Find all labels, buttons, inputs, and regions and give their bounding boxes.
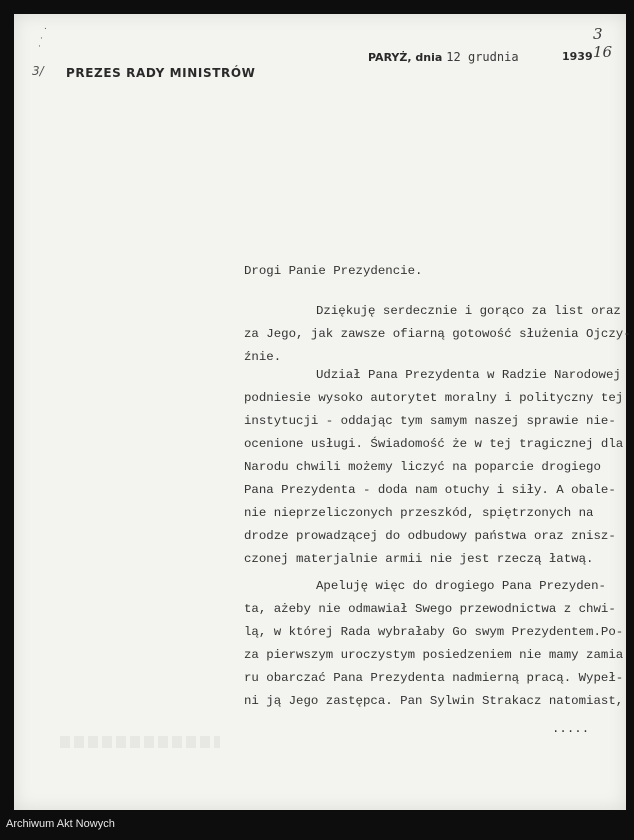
folio-number xyxy=(593,26,612,60)
body-line: ta, ażeby nie odmawiał Swego przewodnictwa z chwi- xyxy=(244,602,616,616)
body-line: Narodu chwili możemy liczyć na poparcie drogiego xyxy=(244,460,601,474)
body-line: źnie. xyxy=(244,350,282,364)
salutation: Drogi Panie Prezydencie. xyxy=(244,264,423,278)
letterhead-title: PREZES RADY MINISTRÓW xyxy=(66,66,256,80)
folio-top: 3 xyxy=(593,25,603,43)
folio-bottom: 16 xyxy=(593,43,613,61)
body-line: podniesie wysoko autorytet moralny i polityczny tej xyxy=(244,391,624,405)
bleed-through-texture xyxy=(60,736,220,748)
margin-mark: · xyxy=(38,42,41,52)
body-line: ocenione usługi. Świadomość że w tej tragicznej dla xyxy=(244,437,624,451)
body-line: za pierwszym uroczystym posiedzeniem nie mamy zamia xyxy=(244,648,624,662)
body-line: Udział Pana Prezydenta w Radzie Narodowej xyxy=(316,368,621,382)
dateline xyxy=(368,50,519,64)
body-line: Pana Prezydenta - doda nam otuchy i siły. A obale- xyxy=(244,483,616,497)
margin-mark: 3/ xyxy=(32,64,44,78)
body-line: ni ją Jego zastępca. Pan Sylwin Strakacz natomiast, xyxy=(244,694,624,708)
date-typed: 12 grudnia xyxy=(446,50,519,64)
body-line: ru obarczać Pana Prezydenta nadmierną pracą. Wypeł- xyxy=(244,671,624,685)
archive-footer: Archiwum Akt Nowych xyxy=(6,818,115,830)
body-line: Dziękuję serdecznie i gorąco za list oraz xyxy=(316,304,621,318)
body-line: Apeluję więc do drogiego Pana Prezyden- xyxy=(316,579,606,593)
margin-mark: . xyxy=(44,22,47,32)
body-line: za Jego, jak zawsze ofiarną gotowość służenia Ojczy- xyxy=(244,327,631,341)
body-line: instytucji - oddając tym samym naszej sprawie nie- xyxy=(244,414,616,428)
letter-sheet xyxy=(14,14,626,810)
margin-mark: · xyxy=(40,34,43,44)
place-label: PARYŻ, dnia xyxy=(368,51,443,64)
body-line: nie nieprzeliczonych przeszkód, spiętrzonych na xyxy=(244,506,594,520)
continuation-dots: ..... xyxy=(552,722,590,736)
body-line: czonej materjalnie armii nie jest rzeczą łatwą. xyxy=(244,552,594,566)
body-line: lą, w której Rada wybrałaby Go swym Prezydentem.Po- xyxy=(244,625,624,639)
year: 1939 xyxy=(562,50,593,63)
body-line: drodze prowadzącej do odbudowy państwa oraz znisz- xyxy=(244,529,616,543)
